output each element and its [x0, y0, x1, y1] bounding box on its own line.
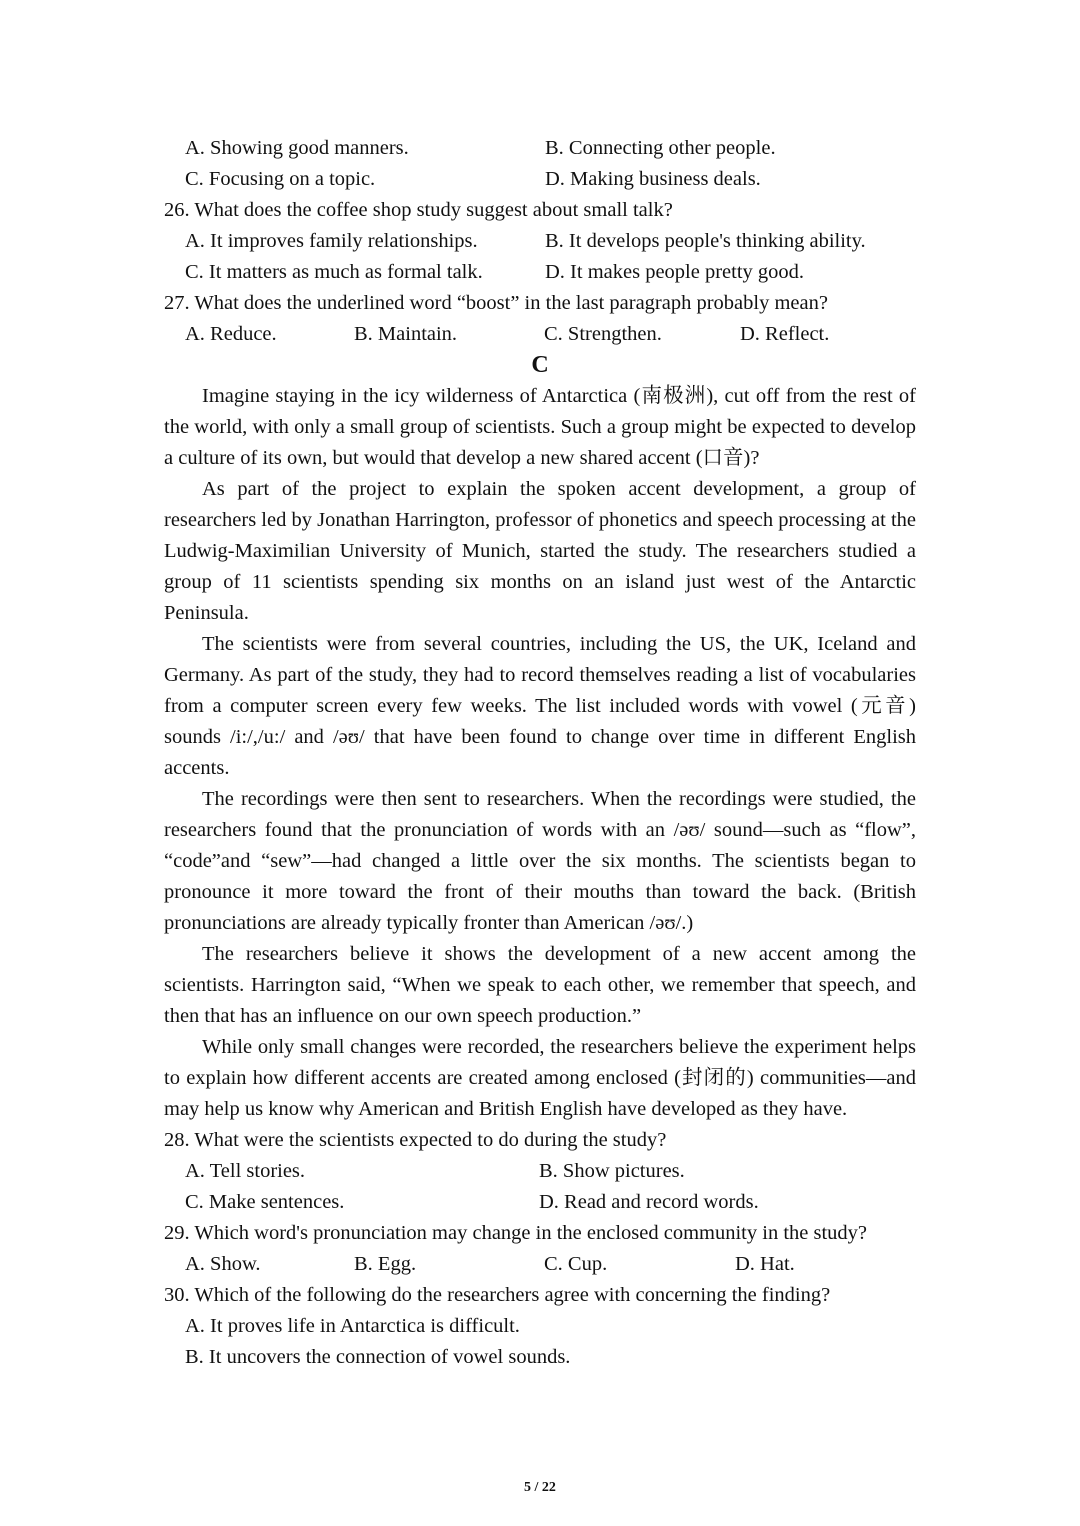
question-26: 26. What does the coffee shop study suggest about small talk?: [164, 199, 673, 221]
q25-options-row-2: [164, 164, 916, 195]
question-30: 30. Which of the following do the researchers agree with concerning the finding?: [164, 1284, 831, 1306]
option-a: A. It improves family relationships.: [185, 230, 478, 252]
option-d: D. It makes people pretty good.: [545, 261, 805, 283]
option-c: C. It matters as much as formal talk.: [185, 261, 483, 283]
option-b: B. Connecting other people.: [545, 137, 776, 159]
option-d: D. Making business deals.: [545, 168, 761, 190]
option-a: A. Show.: [185, 1253, 261, 1275]
section-title: C: [531, 352, 549, 378]
paragraph-3: The scientists were from several countries, including the US, the UK, Iceland and Germany. As part of the study, they had to record themselves reading a list of vocabularies from a computer screen every few weeks. The list included words with vowel (元音) sounds /i:/,/u:/ and /əʊ/ that have been found to change over time in different English accents.: [164, 633, 916, 779]
option-b: B. It uncovers the connection of vowel sounds.: [185, 1346, 571, 1368]
option-a: A. It proves life in Antarctica is difficult.: [185, 1315, 520, 1337]
q27-options: [164, 319, 916, 350]
option-a: A. Tell stories.: [185, 1160, 306, 1182]
option-c: C. Cup.: [544, 1253, 608, 1275]
option-c: C. Strengthen.: [544, 323, 662, 345]
option-d: D. Hat.: [735, 1253, 795, 1275]
paragraph-5: The researchers believe it shows the development of a new accent among the scientists. Harrington said, “When we speak to each other, we remember that speech, and then that has an influence on our own speech production.”: [164, 943, 916, 1027]
q25-options-row-1: [164, 133, 916, 164]
paragraph-4: The recordings were then sent to researchers. When the recordings were studied, the researchers found that the pronunciation of words with an /əʊ/ sound—such as “flow”, “code”and “sew”—had changed a little over the six months. The scientists began to pronounce it more toward the front of their mouths than toward the back. (British pronunciations are already typically fronter than American /əʊ/.): [164, 788, 916, 934]
paragraph-6: While only small changes were recorded, the researchers believe the experiment helps to explain how different accents are created among enclosed (封闭的) communities—and may help us know why American and British English have developed as they have.: [164, 1036, 916, 1120]
option-a: A. Reduce.: [185, 323, 277, 345]
question-28: 28. What were the scientists expected to do during the study?: [164, 1129, 667, 1151]
option-b: B. Maintain.: [354, 323, 458, 345]
option-b: B. It develops people's thinking ability.: [545, 230, 866, 252]
question-27: 27. What does the underlined word “boost” in the last paragraph probably mean?: [164, 292, 828, 314]
q29-options: [164, 1249, 916, 1280]
paragraph-1: Imagine staying in the icy wilderness of Antarctica (南极洲), cut off from the rest of the world, with only a small group of scientists. Such a group might be expected to develop a culture of its own, but would that develop a new shared accent (口音)?: [164, 385, 916, 469]
q26-options-row-2: [164, 257, 916, 288]
q28-options-row-2: [164, 1187, 916, 1218]
page-number: 5 / 22: [524, 1480, 556, 1495]
option-d: D. Reflect.: [740, 323, 830, 345]
question-29: 29. Which word's pronunciation may change in the enclosed community in the study?: [164, 1222, 868, 1244]
option-d: D. Read and record words.: [539, 1191, 759, 1213]
q26-options-row-1: [164, 226, 916, 257]
q28-options-row-1: [164, 1156, 916, 1187]
page-content: [164, 133, 916, 1373]
paragraph-2: As part of the project to explain the spoken accent development, a group of researchers led by Jonathan Harrington, professor of phonetics and speech processing at the Ludwig-Maximilian University of Munich, started the study. The researchers studied a group of 11 scientists spending six months on an island just west of the Antarctic Peninsula.: [164, 478, 916, 624]
option-b: B. Show pictures.: [539, 1160, 685, 1182]
option-c: C. Make sentences.: [185, 1191, 345, 1213]
option-c: C. Focusing on a topic.: [185, 168, 376, 190]
option-a: A. Showing good manners.: [185, 137, 409, 159]
option-b: B. Egg.: [354, 1253, 417, 1275]
